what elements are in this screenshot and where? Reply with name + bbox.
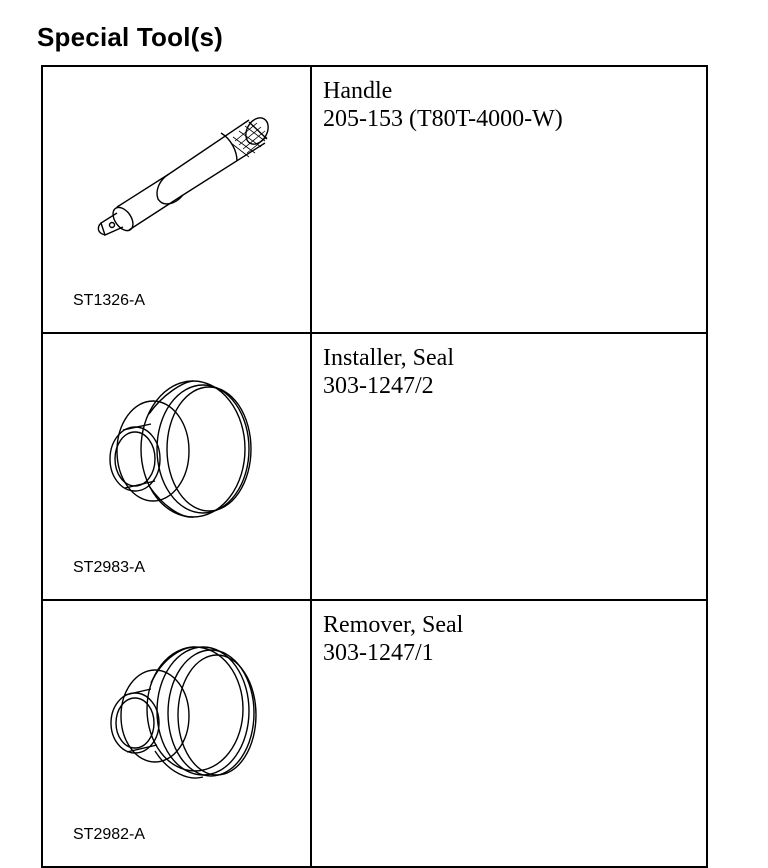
tool-description-cell bbox=[311, 600, 707, 867]
tool-name: Handle bbox=[323, 78, 393, 104]
tool-code-label: ST2983-A bbox=[73, 559, 146, 576]
tool-description-cell bbox=[311, 66, 707, 333]
handle-tool-icon bbox=[43, 67, 310, 322]
table-row bbox=[42, 66, 707, 333]
tool-image-cell bbox=[42, 66, 311, 333]
special-tools-table bbox=[41, 65, 708, 868]
seal-installer-icon bbox=[43, 334, 310, 589]
tool-name: Installer, Seal bbox=[323, 345, 454, 371]
tool-image-cell bbox=[42, 600, 311, 867]
tool-description-cell bbox=[311, 333, 707, 600]
tool-code-label: ST1326-A bbox=[73, 292, 146, 309]
tool-name: Remover, Seal bbox=[323, 612, 464, 638]
seal-remover-icon bbox=[43, 601, 310, 856]
tool-image-cell bbox=[42, 333, 311, 600]
tool-part-number: 303-1247/1 bbox=[323, 640, 434, 666]
tool-code-label: ST2982-A bbox=[73, 826, 146, 843]
table-row bbox=[42, 333, 707, 600]
tool-part-number: 303-1247/2 bbox=[323, 373, 434, 399]
page-title: Special Tool(s) bbox=[37, 22, 223, 52]
table-row bbox=[42, 600, 707, 867]
tool-part-number: 205-153 (T80T-4000-W) bbox=[323, 106, 563, 132]
